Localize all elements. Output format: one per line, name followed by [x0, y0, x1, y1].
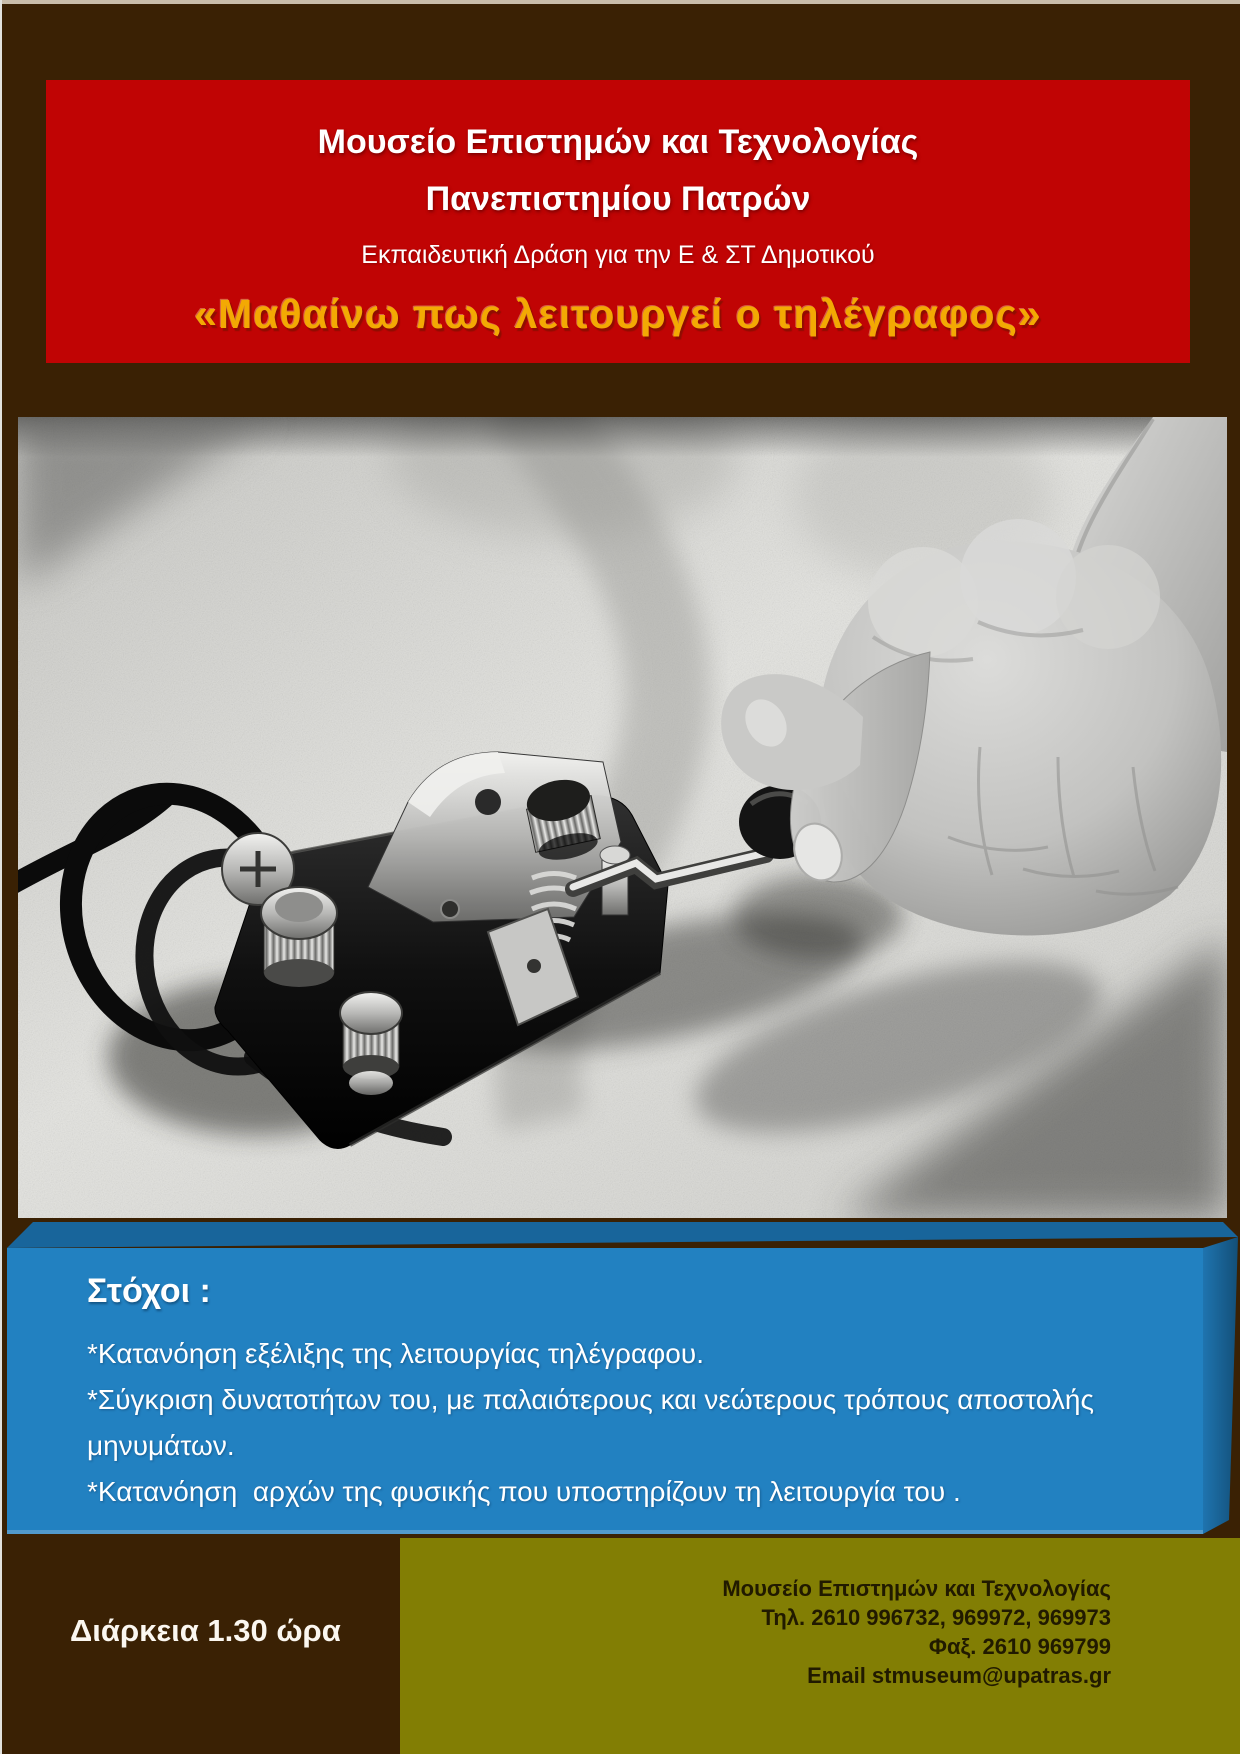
- objective-item: *Κατανόηση αρχών της φυσικής που υποστηρίζουν τη λειτουργία του .: [87, 1476, 961, 1507]
- photo-scene: [18, 417, 1227, 1218]
- objective-item: *Κατανόηση εξέλιξης της λειτουργίας τηλέγραφου.: [87, 1338, 704, 1369]
- contact-line-email: Email stmuseum@upatras.gr: [807, 1663, 1111, 1688]
- panel-roof: [7, 1222, 1238, 1248]
- banner-title-line1: Μουσείο Επιστημών και Τεχνολογίας: [317, 123, 919, 161]
- title-banner: [46, 80, 1190, 363]
- contact-line-fax: Φαξ. 2610 969799: [928, 1634, 1111, 1659]
- key-knob-front-left: [261, 887, 337, 987]
- duration-label: Διάρκεια 1.30 ώρα: [70, 1613, 341, 1648]
- scan-edge-top: [0, 0, 1240, 4]
- contact-line-phone: Τηλ. 2610 996732, 969972, 969973: [761, 1605, 1111, 1630]
- objective-item: *Σύγκριση δυνατοτήτων του, με παλαιότερους και νεώτερους τρόπους αποστολής μηνυμάτων.: [87, 1384, 1102, 1461]
- objectives-panel: [7, 1222, 1238, 1538]
- objectives-text: [87, 1272, 1165, 1515]
- scan-edge-left: [0, 0, 2, 1754]
- contact-block: [500, 1574, 1111, 1690]
- photo-telegraph-key: [18, 417, 1227, 1218]
- banner-title-line2: Πανεπιστημίου Πατρών: [425, 180, 811, 218]
- contact-line-museum: Μουσείο Επιστημών και Τεχνολογίας: [722, 1576, 1111, 1601]
- banner-headline: «Μαθαίνω πως λειτουργεί ο τηλέγραφος»: [194, 291, 1042, 337]
- banner-subtitle: Εκπαιδευτική Δράση για την Ε & ΣΤ Δημοτικού: [361, 241, 875, 269]
- objectives-heading: Στόχοι :: [87, 1272, 211, 1310]
- panel-side: [1203, 1237, 1238, 1534]
